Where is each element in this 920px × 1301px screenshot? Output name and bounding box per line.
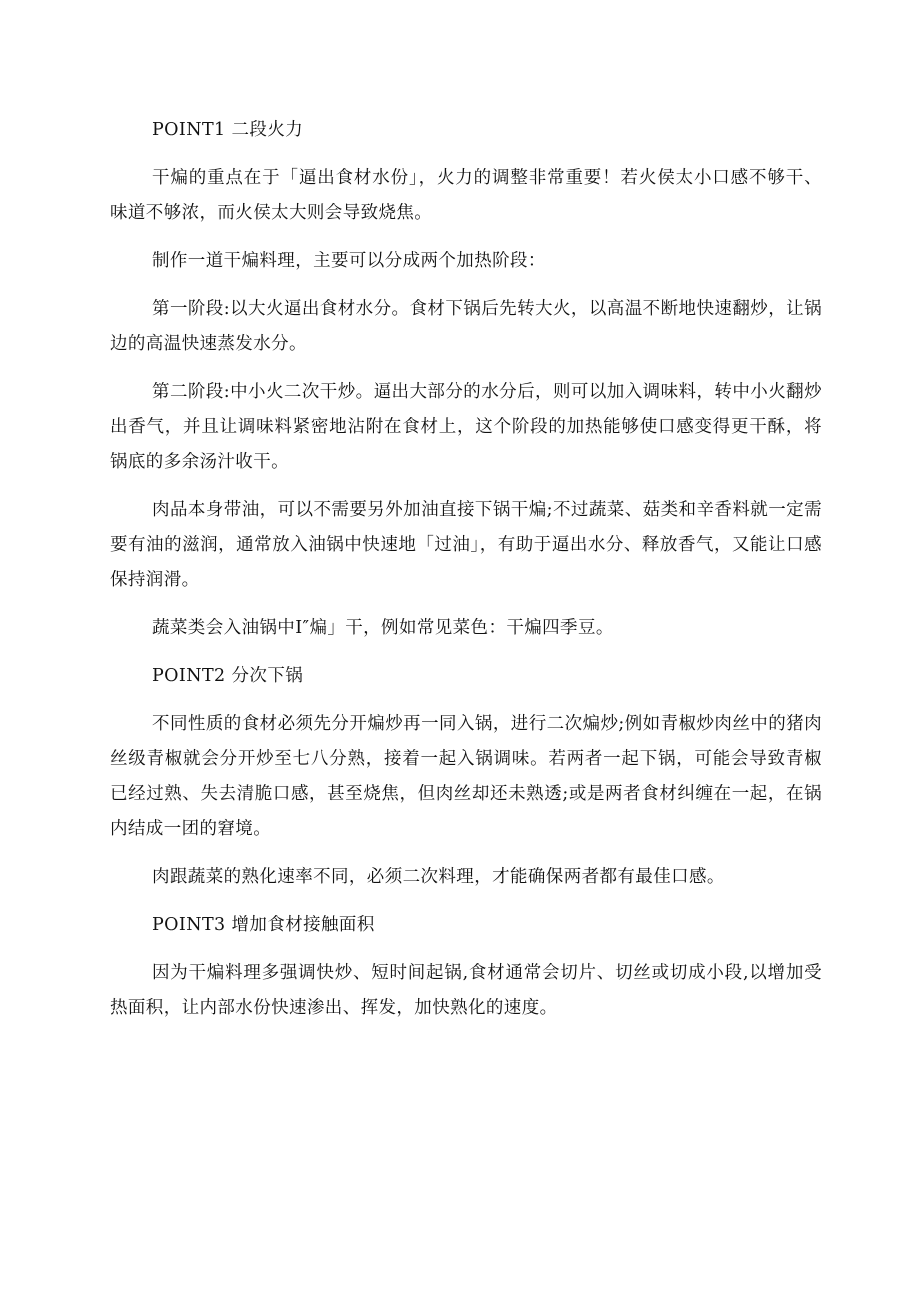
paragraph: 第一阶段:以大火逼出食材水分。食材下锅后先转大火，以高温不断地快速翻炒，让锅边的高温快速蒸发水分。 [110, 299, 822, 354]
paragraph: 不同性质的食材必须先分开煸炒再一同入锅，进行二次煸炒;例如青椒炒肉丝中的猪肉丝级青椒就会分开炒至七八分熟，接着一起入锅调味。若两者一起下锅，可能会导致青椒已经过熟、失去清脆口感，甚至烧焦，但肉丝却还未熟透;或是两者食材纠缠在一起，在锅内结成一团的窘境。 [110, 714, 822, 839]
section-heading: POINT3 增加食材接触面积 [152, 915, 375, 935]
paragraph: 肉跟蔬菜的熟化速率不同，必须二次料理，才能确保两者都有最佳口感。 [152, 867, 725, 887]
paragraph: 制作一道干煸料理，主要可以分成两个加热阶段： [152, 251, 546, 271]
section-heading: POINT1 二段火力 [152, 120, 304, 140]
paragraph: 肉品本身带油，可以不需要另外加油直接下锅干煸;不过蔬菜、菇类和辛香料就一定需要有油的滋润，通常放入油锅中快速地「过油」，有助于逼出水分、释放香气，又能让口感保持润滑。 [110, 500, 822, 590]
section-heading: POINT2 分次下锅 [152, 666, 304, 686]
paragraph: 因为干煸料理多强调快炒、短时间起锅,食材通常会切片、切丝或切成小段,以增加受热面积，让内部水份快速渗出、挥发，加快熟化的速度。 [110, 963, 822, 1018]
paragraph: 第二阶段:中小火二次干炒。逼出大部分的水分后，则可以加入调味料，转中小火翻炒出香气，并且让调味料紧密地沾附在食材上，这个阶段的加热能够使口感变得更干酥，将锅底的多余汤汁收干。 [110, 382, 822, 472]
paragraph: 干煸的重点在于「逼出食材水份」，火力的调整非常重要！若火侯太小口感不够干、味道不够浓，而火侯太大则会导致烧焦。 [110, 168, 822, 223]
document-body [110, 113, 822, 1039]
paragraph: 蔬菜类会入油锅中I″煸」干，例如常见菜色：干煸四季豆。 [152, 618, 614, 638]
